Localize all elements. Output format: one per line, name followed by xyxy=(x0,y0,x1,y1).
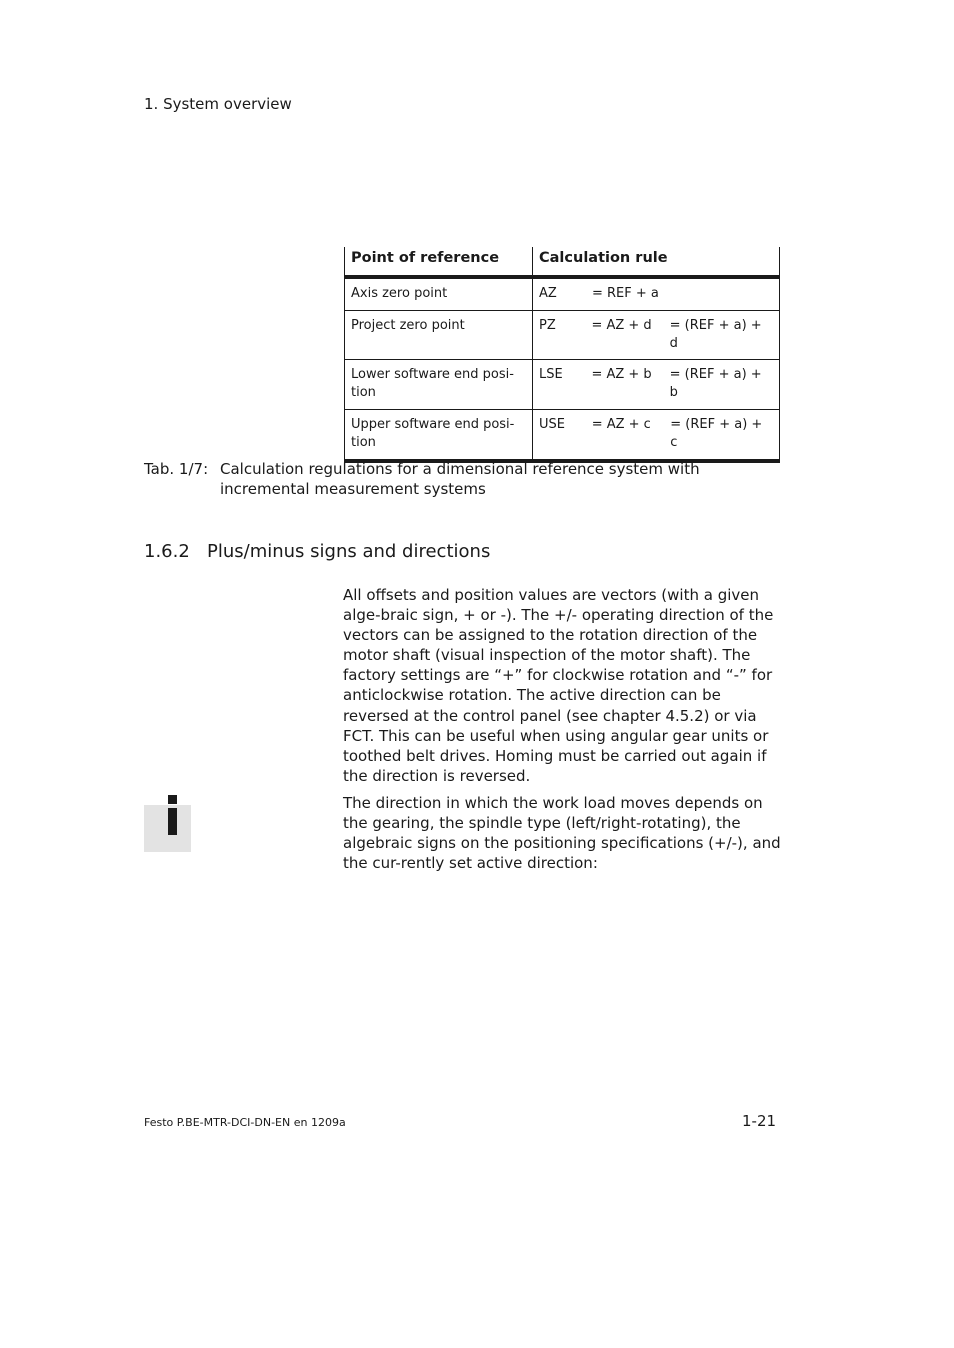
cell-point xyxy=(345,410,533,462)
info-icon-stem xyxy=(168,808,177,835)
footer-document-id: Festo P.BE-MTR-DCI-DN-EN en 1209a xyxy=(144,1116,346,1129)
rule-expression-1: = REF + a xyxy=(592,286,659,301)
rule-expression-1: = AZ + b xyxy=(591,367,652,382)
cell-rule xyxy=(533,277,780,311)
body-paragraph: The direction in which the work load moves depends on the gearing, the spindle type (left/right-rotating), the algebraic signs on the positioning specifications (+/-), and the cur-rently set active direction: xyxy=(343,794,781,873)
table-caption xyxy=(144,459,784,499)
section-heading xyxy=(144,541,490,562)
cell-rule xyxy=(533,360,780,410)
cell-point: Axis zero point xyxy=(345,277,533,311)
rule-expression-2: = (REF + a) + d xyxy=(669,318,762,351)
rule-symbol: LSE xyxy=(539,367,563,382)
info-icon xyxy=(144,795,191,852)
cell-point: Project zero point xyxy=(345,311,533,360)
caption-label: Tab. 1/7: xyxy=(144,460,209,478)
table-row xyxy=(345,410,780,462)
table-header-row xyxy=(345,247,780,277)
section-title: Plus/minus signs and directions xyxy=(207,541,491,562)
rule-symbol: PZ xyxy=(539,318,556,333)
header-calculation-rule: Calculation rule xyxy=(533,247,780,277)
cell-rule xyxy=(533,311,780,360)
section-number: 1.6.2 xyxy=(144,541,190,562)
table-row xyxy=(345,360,780,410)
table-row xyxy=(345,311,780,360)
rule-symbol: AZ xyxy=(539,286,557,301)
calculation-table xyxy=(344,247,780,463)
body-paragraph: All offsets and position values are vectors (with a given alge-braic sign, + or -). The +/- operating direction of the vectors can be assigned to the rotation direction of the motor shaft (visual inspection of the motor shaft). The factory settings are “+” for clockwise rotation and “-” for anticlockwise rotation. The active direction can be reversed at the control panel (see chapter 4.5.2) or via FCT. This can be useful when using angular gear units or toothed belt drives. Homing must be carried out again if the direction is reversed. xyxy=(343,586,774,785)
calculation-table-container xyxy=(344,247,780,463)
cell-rule xyxy=(533,410,780,462)
cell-point-text: Lower software end posi- tion xyxy=(351,367,514,400)
footer-page-number: 1-21 xyxy=(742,1112,777,1130)
caption-text: Calculation regulations for a dimensional reference system with incremental measurement systems xyxy=(220,460,700,498)
running-header: 1. System overview xyxy=(144,95,292,113)
info-icon-dot xyxy=(168,795,177,804)
table-row xyxy=(345,277,780,311)
info-icon-background xyxy=(144,805,191,852)
header-point-of-reference: Point of reference xyxy=(345,247,533,277)
rule-symbol: USE xyxy=(539,417,565,432)
cell-point xyxy=(345,360,533,410)
rule-expression-1: = AZ + d xyxy=(591,318,652,333)
rule-expression-2: = (REF + a) + c xyxy=(670,417,763,450)
rule-expression-1: = AZ + c xyxy=(591,417,651,432)
rule-expression-2: = (REF + a) + b xyxy=(669,367,762,400)
cell-point-text: Upper software end posi- tion xyxy=(351,417,515,450)
